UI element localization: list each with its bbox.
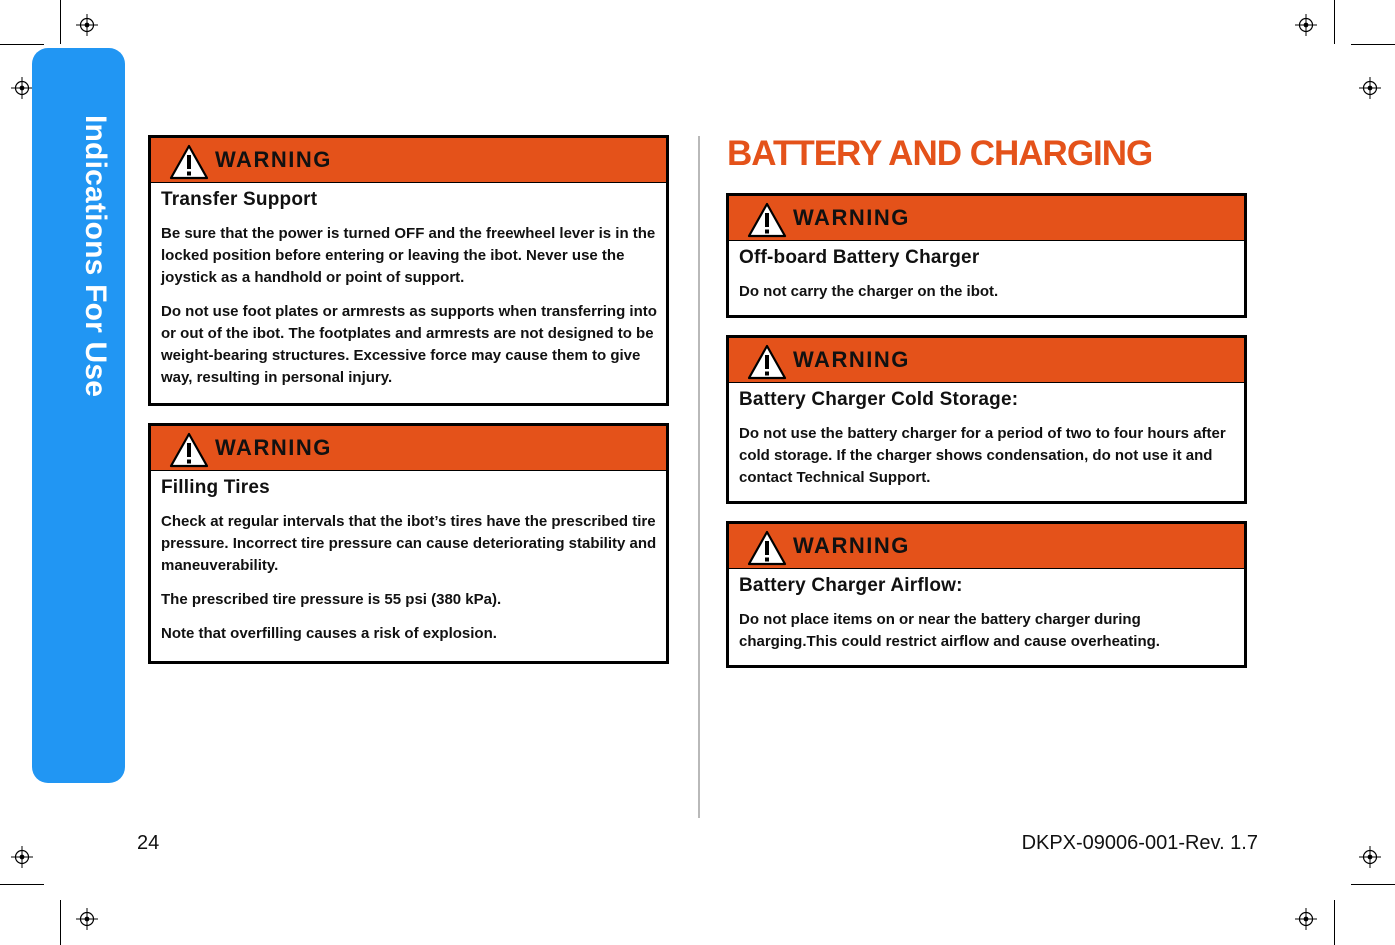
warning-header — [729, 196, 1244, 241]
warning-triangle-icon — [747, 530, 787, 566]
warning-header-label: WARNING — [793, 347, 910, 372]
warning-header — [729, 338, 1244, 383]
page-number: 24 — [137, 832, 160, 854]
warning-body — [151, 471, 666, 653]
warning-box-transfer-support — [148, 135, 669, 406]
warning-header-label: WARNING — [793, 205, 910, 230]
registration-mark-icon — [76, 908, 98, 930]
crop-mark — [1334, 0, 1335, 44]
crop-mark — [0, 884, 44, 885]
warning-box-airflow — [726, 521, 1247, 668]
warning-text: Check at regular intervals that the ibot’s tires have the prescribed tire pressure. Incorrect tire pressure can cause deteriorating stability and maneuverability. — [161, 513, 657, 574]
warning-body — [729, 569, 1244, 661]
warning-triangle-icon — [169, 144, 209, 180]
warning-header-label: WARNING — [215, 147, 332, 172]
registration-mark-icon — [1359, 77, 1381, 99]
warning-header — [729, 524, 1244, 569]
registration-mark-icon — [1359, 846, 1381, 868]
warning-subtitle: Transfer Support — [161, 189, 318, 210]
warning-text: Do not carry the charger on the ibot. — [739, 283, 999, 300]
warning-text: Note that overfilling causes a risk of explosion. — [161, 625, 497, 642]
warning-text: The prescribed tire pressure is 55 psi (380 kPa). — [161, 591, 502, 608]
registration-mark-icon — [11, 846, 33, 868]
warning-body — [151, 183, 666, 397]
warning-body — [729, 383, 1244, 497]
registration-mark-icon — [1295, 908, 1317, 930]
warning-box-offboard-charger — [726, 193, 1247, 318]
warning-box-cold-storage — [726, 335, 1247, 504]
warning-header — [151, 138, 666, 183]
column-divider — [698, 136, 700, 818]
crop-mark — [0, 44, 44, 45]
warning-triangle-icon — [169, 432, 209, 468]
warning-header — [151, 426, 666, 471]
warning-triangle-icon — [747, 344, 787, 380]
warning-triangle-icon — [747, 202, 787, 238]
warning-subtitle: Battery Charger Cold Storage: — [739, 389, 1019, 410]
warning-header-label: WARNING — [793, 533, 910, 558]
warning-box-filling-tires — [148, 423, 669, 664]
registration-mark-icon — [11, 77, 33, 99]
crop-mark — [1351, 884, 1395, 885]
warning-text: Be sure that the power is turned OFF and the freewheel lever is in the locked position before entering or leaving the ibot. Never use the joystick as a handhold or point of support. — [161, 225, 656, 286]
registration-mark-icon — [1295, 14, 1317, 36]
section-title: BATTERY AND CHARGING — [727, 134, 1153, 173]
warning-subtitle: Filling Tires — [161, 477, 270, 498]
warning-text: Do not use foot plates or armrests as supports when transferring into or out of the ibot. The footplates and armrests are not designed to be weight-bearing structures. Excessive force may cause them to give way, resulting in personal injury. — [161, 303, 657, 386]
warning-subtitle: Battery Charger Airflow: — [739, 575, 963, 596]
crop-mark — [1334, 900, 1335, 945]
warning-subtitle: Off-board Battery Charger — [739, 247, 980, 268]
warning-text: Do not use the battery charger for a period of two to four hours after cold storage. If the charger shows condensation, do not use it and contact Technical Support. — [739, 425, 1226, 486]
side-tab-label: Indications For Use — [79, 115, 112, 398]
warning-body — [729, 241, 1244, 311]
warning-text: Do not place items on or near the battery charger during charging.This could restrict airflow and cause overheating. — [739, 611, 1160, 650]
warning-header-label: WARNING — [215, 435, 332, 460]
crop-mark — [60, 0, 61, 44]
document-id: DKPX-09006-001-Rev. 1.7 — [1021, 832, 1258, 854]
crop-mark — [60, 900, 61, 945]
crop-mark — [1351, 44, 1395, 45]
registration-mark-icon — [76, 14, 98, 36]
